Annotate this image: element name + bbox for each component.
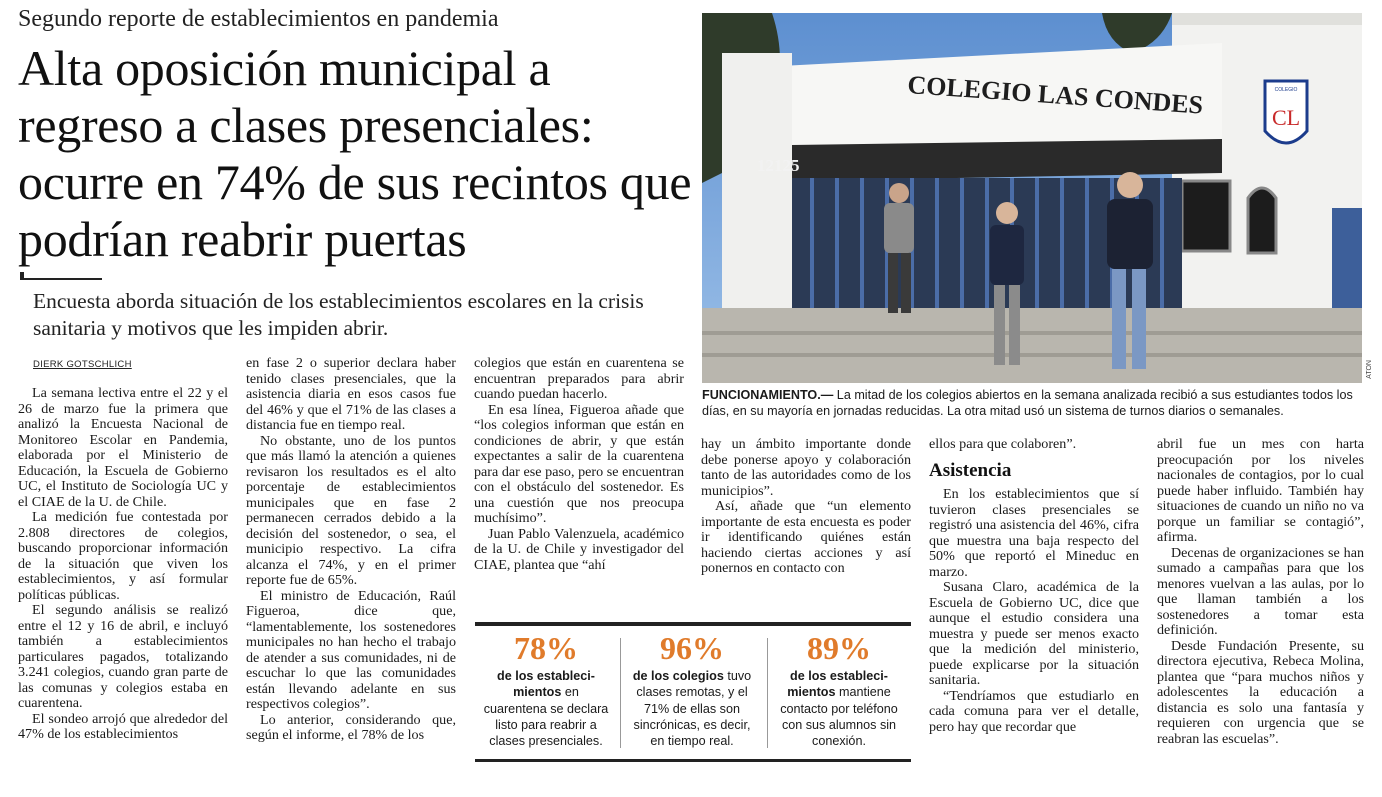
paragraph: colegios que están en cuarentena se encuentran preparados para abrir cuando puedan hacerlo. [474,355,684,402]
paragraph: No obstante, uno de los puntos que más llamó la atención a quienes revisaron los resultados es el alto porcentaje de establecimientos municipales que en fase 2 permanecen cerrados debido a la decisión del sostenedor, o sea, el municipio respectivo. La cifra alcanza el 74%, y en el primer reporte fue de 65%. [246,432,456,588]
paragraph: Desde Fundación Presente, su directora ejecutiva, Rebeca Molina, plantea que “para muchos niños y adolescentes la educación a distancia es solo una fantasía y requieren con urgencia que se reabran las escuelas”. [1157,637,1364,747]
paragraph: ellos para que colaboren”. [929,436,1077,452]
column-6 [1157,437,1364,747]
paragraph: hay un ámbito importante donde debe ponerse apoyo y colaboración tanto de las autoridades como de los municipios”. [701,436,911,499]
article-byline: DIERK GOTSCHLICH [33,359,132,370]
paragraph: Lo anterior, considerando que, según el informe, el 78% de los [246,711,456,743]
stat-text: de los estableci-mientos mantiene contacto por teléfono con sus alumnos sin conexión. [780,669,898,749]
column-4 [701,437,911,577]
paragraph: La medición fue contestada por 2.808 directores de colegios, buscando proporcionar información de la situación que viven los establecimientos, y así formular políticas públicas. [18,509,228,603]
section-subhead: Asistencia [929,459,1012,481]
crest-text: COLEGIO [1274,87,1298,93]
stat-box-89 [768,628,910,749]
caption-text: La mitad de los colegios abiertos en la semana analizada recibió a sus estudiantes todos los días, en su mayoría en jornadas reducidas. La otra mitad usó un sistema de turnos diarios o semanales. [702,388,1353,418]
stat-box-96 [621,628,763,749]
paragraph: El sondeo arrojó que alrededor del 47% de los establecimientos [18,710,228,742]
stat-value: 96% [660,630,724,666]
paragraph: Decenas de organizaciones se han sumado a campañas para que los menores vuelvan a las aulas, por lo que llaman también a los sostenedores a tomar esta definición. [1157,544,1364,638]
paragraph: El segundo análisis se realizó entre el 12 y 16 de abril, e incluyó también a establecimientos particulares pagados, totalizando 3.241 colegios, cuando gran parte de las comunas y colegios estaba en cuarentena. [18,602,228,711]
caption-lead: FUNCIONAMIENTO.— [702,388,834,402]
article-deck: Encuesta aborda situación de los establecimientos escolares en la crisis sanitaria y motivos que les impiden abrir. [33,289,644,340]
paragraph: Así, añade que “un elemento importante de esta encuesta es poder ir identificando quiénes están haciendo ciertas acciones y así ponernos en contacto con [701,498,911,576]
stat-value: 89% [807,630,871,666]
column-2 [246,356,456,744]
article-headline: Alta oposición municipal a regreso a clases presenciales: ocurre en 74% de sus recintos que podrían reabrir puertas [18,40,692,267]
column-5 [929,437,1139,735]
stat-text: de los estableci-mientos en cuarentena se declara listo para reabrir a clases presenciales. [483,669,609,749]
street-number: 12125 [757,156,800,175]
headline-rule [20,278,102,280]
paragraph: en fase 2 o superior declara haber tenido clases presenciales, que la asistencia diaria en esos casos fue del 46% y que el 71% de las clases a distancia fue en tiempo real. [246,355,456,433]
paragraph: Susana Claro, académica de la Escuela de Gobierno UC, dice que aunque el estudio considera una muestra y puede ser menos exacto que la medición del ministerio, puede explicarse por la situación sanitaria. [929,579,1139,688]
paragraph: Juan Pablo Valenzuela, académico de la U. de Chile y investigador del CIAE, plantea que “ahí [474,525,684,573]
column-3 [474,356,684,573]
paragraph: abril fue un mes con harta preocupación por los niveles nacionales de contagios, por lo cual puede haber influido. También hay situaciones de cuando un niño no va porque un familiar se contagió”, afirma. [1157,436,1364,545]
paragraph: La semana lectiva entre el 22 y el 26 de marzo fue la primera que analizó la Encuesta Nacional de Monitoreo Escolar en Pandemia, elaborada por el Ministerio de Educación, la Escuela de Gobierno UC, el Instituto de Sociología UC y el CIAE de la U. de Chile. [18,385,228,510]
photo-credit: ATON [1366,360,1373,379]
paragraph: El ministro de Educación, Raúl Figueroa, dice que, “lamentablemente, los sostenedores municipales no han hecho el trabajo de atender a sus comunidades, ni de escuchar lo que las comunidades están llevando adelante en sus respectivos colegios”. [246,587,456,712]
stat-value: 78% [514,630,578,666]
school-sign: COLEGIO LAS CONDES [906,70,1205,120]
school-photo-illustration [702,13,1362,383]
paragraph: En los establecimientos que sí tuvieron clases presenciales se registró una asistencia del 46%, cifra que muestra una baja respecto del 50% que reportó el Mineduc en marzo. [929,486,1139,580]
stat-box-78 [475,628,617,749]
paragraph: “Tendríamos que estudiarlo en cada comuna para ver el detalle, pero hay que recordar que [929,687,1139,735]
school-photo [702,13,1362,383]
paragraph: En esa línea, Figueroa añade que “los colegios informan que están en condiciones de abrir, y que están expectantes a salir de la cuarentena para dar ese paso, pero se encuentran con el obstáculo del sostenedor. Es una cuestión que nos preocupa muchísimo”. [474,401,684,526]
stats-bottom-rule [475,759,911,762]
crest-letters: CL [1271,105,1301,130]
stat-text: de los colegios tuvo clases remotas, y el 71% de ellas son sincrónicas, es decir, en tiempo real. [632,669,752,749]
photo-caption [702,387,1366,419]
article-kicker: Segundo reporte de establecimientos en pandemia [18,6,499,32]
stats-top-rule [475,622,911,626]
column-1 [18,386,228,743]
